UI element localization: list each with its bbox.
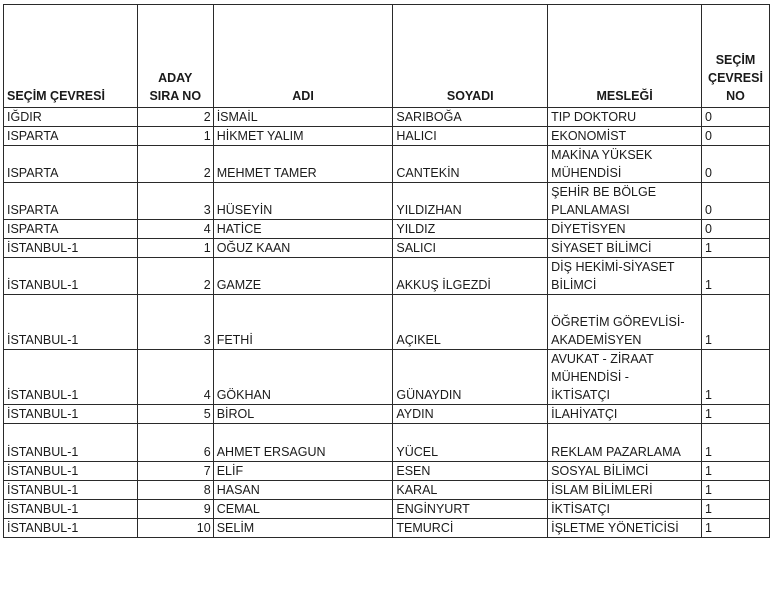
cell-adi: ELİF [213,462,393,481]
cell-secim-cevresi-no: 1 [701,519,769,538]
cell-meslegi: ŞEHİR BE BÖLGE PLANLAMASI [548,183,702,220]
cell-aday-sira-no: 6 [137,424,213,462]
cell-secim-cevresi-no: 1 [701,258,769,295]
cell-adi: FETHİ [213,295,393,350]
header-adi: ADI [213,5,393,108]
cell-aday-sira-no: 7 [137,462,213,481]
cell-meslegi: MAKİNA YÜKSEK MÜHENDİSİ [548,146,702,183]
cell-adi: GÖKHAN [213,350,393,405]
cell-meslegi: SOSYAL BİLİMCİ [548,462,702,481]
cell-meslegi: İŞLETME YÖNETİCİSİ [548,519,702,538]
cell-aday-sira-no: 3 [137,183,213,220]
cell-adi: OĞUZ KAAN [213,239,393,258]
cell-aday-sira-no: 9 [137,500,213,519]
cell-meslegi: TIP DOKTORU [548,108,702,127]
header-soyadi: SOYADI [393,5,548,108]
table-row [4,519,770,538]
table-row [4,350,770,405]
cell-meslegi: İSLAM BİLİMLERİ [548,481,702,500]
cell-secim-cevresi-no: 1 [701,350,769,405]
cell-secim-cevresi: IĞDIR [4,108,138,127]
cell-secim-cevresi: İSTANBUL-1 [4,350,138,405]
cell-secim-cevresi-no: 1 [701,481,769,500]
cell-soyadi: ENGİNYURT [393,500,548,519]
cell-secim-cevresi-no: 0 [701,146,769,183]
cell-secim-cevresi-no: 1 [701,424,769,462]
cell-adi: MEHMET TAMER [213,146,393,183]
cell-soyadi: GÜNAYDIN [393,350,548,405]
cell-adi: HİKMET YALIM [213,127,393,146]
cell-meslegi: DİYETİSYEN [548,220,702,239]
cell-secim-cevresi-no: 0 [701,108,769,127]
header-aday-sira-no: ADAY SIRA NO [137,5,213,108]
cell-secim-cevresi: ISPARTA [4,127,138,146]
table-row [4,295,770,350]
cell-secim-cevresi: İSTANBUL-1 [4,519,138,538]
cell-adi: AHMET ERSAGUN [213,424,393,462]
table-row [4,146,770,183]
cell-secim-cevresi: ISPARTA [4,220,138,239]
cell-secim-cevresi: İSTANBUL-1 [4,481,138,500]
cell-soyadi: TEMURCİ [393,519,548,538]
cell-secim-cevresi: İSTANBUL-1 [4,462,138,481]
cell-secim-cevresi: İSTANBUL-1 [4,405,138,424]
cell-soyadi: YILDIZHAN [393,183,548,220]
cell-meslegi: ÖĞRETİM GÖREVLİSİ- AKADEMİSYEN [548,295,702,350]
cell-adi: HATİCE [213,220,393,239]
cell-soyadi: YILDIZ [393,220,548,239]
cell-soyadi: CANTEKİN [393,146,548,183]
cell-meslegi: EKONOMİST [548,127,702,146]
cell-soyadi: AÇIKEL [393,295,548,350]
cell-secim-cevresi: İSTANBUL-1 [4,295,138,350]
cell-secim-cevresi-no: 1 [701,239,769,258]
cell-aday-sira-no: 3 [137,295,213,350]
table-row [4,108,770,127]
cell-secim-cevresi: İSTANBUL-1 [4,239,138,258]
cell-soyadi: AKKUŞ İLGEZDİ [393,258,548,295]
cell-aday-sira-no: 4 [137,220,213,239]
cell-aday-sira-no: 5 [137,405,213,424]
cell-soyadi: KARAL [393,481,548,500]
cell-adi: BİROL [213,405,393,424]
table-row [4,239,770,258]
cell-secim-cevresi-no: 0 [701,127,769,146]
cell-soyadi: AYDIN [393,405,548,424]
table-row [4,405,770,424]
table-row [4,258,770,295]
header-secim-cevresi: SEÇİM ÇEVRESİ [4,5,138,108]
candidate-table [3,4,770,538]
table-row [4,424,770,462]
cell-secim-cevresi: İSTANBUL-1 [4,500,138,519]
cell-adi: HÜSEYİN [213,183,393,220]
cell-aday-sira-no: 2 [137,108,213,127]
cell-secim-cevresi: İSTANBUL-1 [4,424,138,462]
cell-aday-sira-no: 8 [137,481,213,500]
cell-meslegi: AVUKAT - ZİRAAT MÜHENDİSİ - İKTİSATÇI [548,350,702,405]
cell-secim-cevresi: ISPARTA [4,183,138,220]
cell-secim-cevresi-no: 1 [701,405,769,424]
cell-aday-sira-no: 4 [137,350,213,405]
cell-secim-cevresi: ISPARTA [4,146,138,183]
header-secim-cevresi-no: SEÇİM ÇEVRESİ NO [701,5,769,108]
cell-adi: GAMZE [213,258,393,295]
cell-meslegi: DİŞ HEKİMİ-SİYASET BİLİMCİ [548,258,702,295]
cell-aday-sira-no: 10 [137,519,213,538]
cell-secim-cevresi-no: 0 [701,183,769,220]
table-row [4,500,770,519]
cell-meslegi: REKLAM PAZARLAMA [548,424,702,462]
cell-soyadi: SARIBOĞA [393,108,548,127]
cell-aday-sira-no: 1 [137,239,213,258]
cell-meslegi: İKTİSATÇI [548,500,702,519]
cell-secim-cevresi-no: 1 [701,500,769,519]
cell-secim-cevresi-no: 1 [701,295,769,350]
table-row [4,481,770,500]
cell-soyadi: ESEN [393,462,548,481]
cell-adi: HASAN [213,481,393,500]
cell-adi: İSMAİL [213,108,393,127]
table-row [4,220,770,239]
cell-aday-sira-no: 1 [137,127,213,146]
cell-secim-cevresi-no: 1 [701,462,769,481]
cell-meslegi: İLAHİYATÇI [548,405,702,424]
cell-adi: SELİM [213,519,393,538]
table-row [4,127,770,146]
cell-aday-sira-no: 2 [137,146,213,183]
header-meslegi: MESLEĞİ [548,5,702,108]
table-row [4,183,770,220]
header-row [4,5,770,108]
cell-aday-sira-no: 2 [137,258,213,295]
cell-secim-cevresi-no: 0 [701,220,769,239]
cell-meslegi: SİYASET BİLİMCİ [548,239,702,258]
cell-secim-cevresi: İSTANBUL-1 [4,258,138,295]
cell-soyadi: HALICI [393,127,548,146]
cell-soyadi: SALICI [393,239,548,258]
cell-soyadi: YÜCEL [393,424,548,462]
table-row [4,462,770,481]
cell-adi: CEMAL [213,500,393,519]
